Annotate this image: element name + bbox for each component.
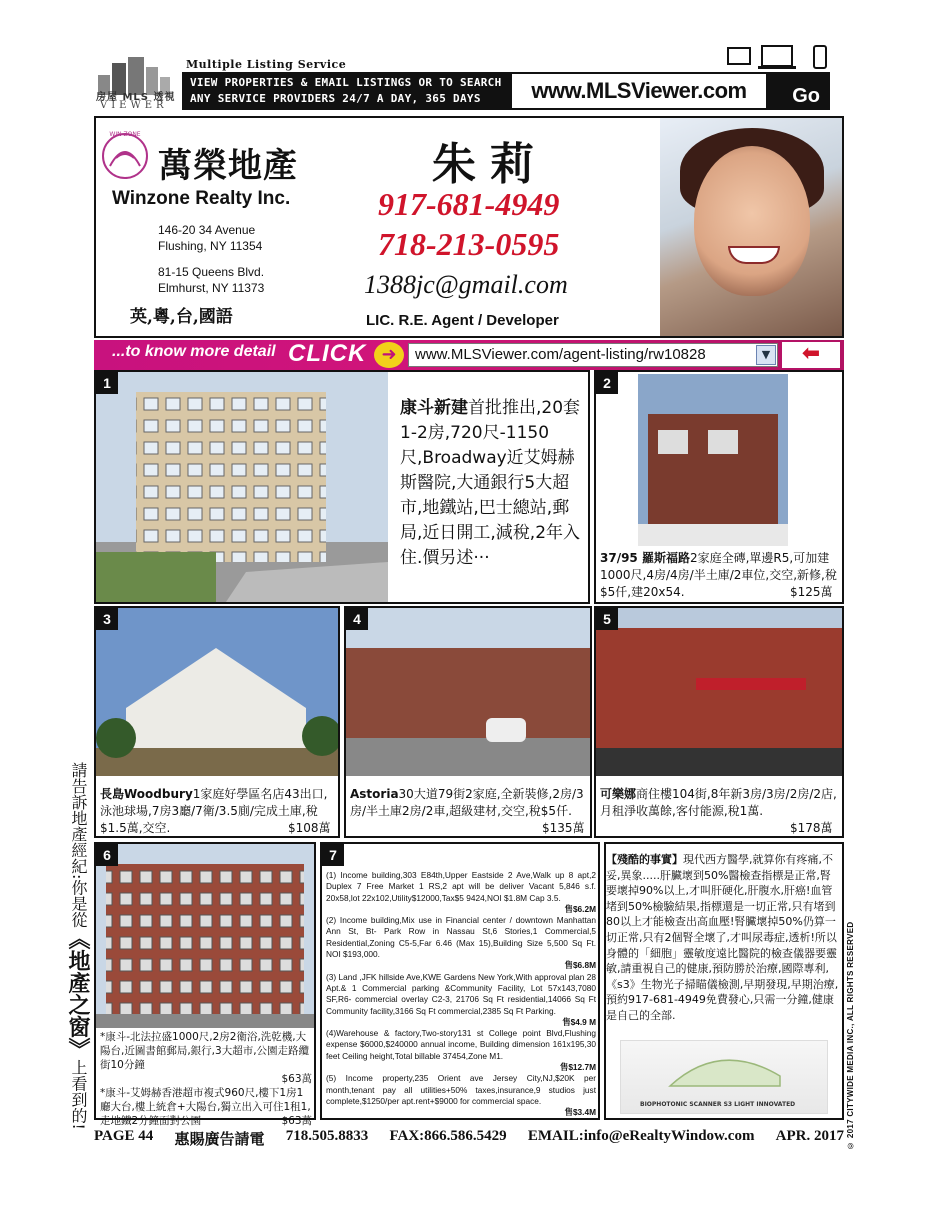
address-flushing xyxy=(158,222,262,254)
scanner-caption: BIOPHOTONIC SCANNER S3 LIGHT INNOVATED xyxy=(640,1101,796,1108)
listing-7-item xyxy=(326,1073,596,1118)
header-tagline xyxy=(182,72,510,110)
agent-license: LIC. R.E. Agent / Developer xyxy=(366,312,559,329)
devices-icon xyxy=(722,44,830,74)
item-price: 售$6.8M xyxy=(564,960,596,971)
vertical-notice xyxy=(60,762,91,1142)
click-button[interactable]: CLICK xyxy=(288,340,367,367)
footer xyxy=(94,1128,844,1149)
listing-number: 7 xyxy=(322,844,344,866)
vertical-part3: 上看到的! xyxy=(69,1059,88,1130)
footer-ad: 惠賜廣告請電 xyxy=(174,1132,265,1148)
item-text: (4)Warehouse & factory,Two-story131 st College point Blvd,Flushing expense $6000,$240000 annual income, Building dimension 161x195,30 feet Ceiling height,Total billable 37454,Zone M1. xyxy=(326,1028,596,1061)
address-line: Elmhurst, NY 11373 xyxy=(158,281,265,295)
item-price: 售$4.9 M xyxy=(562,1016,596,1027)
agent-photo-face xyxy=(694,146,810,296)
listing-3-title: 長島Woodbury xyxy=(100,787,193,801)
click-lead-text: ...to know more detail xyxy=(112,343,276,360)
item-text: (2) Income building,Mix use in Financial center / downtown Manhattan Ann St, Bt- Park Row in Nassau St,6 Stories,1 Commercial,5 Residential,Zoning C5-5,Far 6.46 (Max 15),Building Size 5,500 Sq Ft. NOI $193,000. xyxy=(326,915,596,960)
item-text: (1) Income building,303 E84th,Upper Eastside 2 Ave,Walk up 8 apt,2 Duplex 7 Free Market 1 RS,2 apt will be deliver Vacant 5,846 s.f. 20x58,lot 22x102,Utility$12000,Tax$5 9424,NOI $1.8M Cap 3.5. xyxy=(326,870,596,903)
listing-1-description xyxy=(400,396,588,571)
listing-6-photo xyxy=(96,844,314,1028)
chevron-down-icon[interactable]: ▼ xyxy=(756,345,776,365)
listing-6-price-2: $63萬 xyxy=(281,1115,312,1127)
site-link[interactable]: www.MLSViewer.com xyxy=(510,72,768,110)
listing-number: 1 xyxy=(96,372,118,394)
listing-7-description xyxy=(326,870,596,1119)
listing-number: 6 xyxy=(96,844,118,866)
address-line: 81-15 Queens Blvd. xyxy=(158,265,265,279)
tagline-line2: ANY SERVICE PROVIDERS 24/7 A DAY, 365 DAYS xyxy=(190,92,481,105)
item-price: 售$3.4M xyxy=(564,1107,596,1118)
languages: 英,粵,台,國語 xyxy=(130,307,233,327)
listing-5-price: $178萬 xyxy=(790,821,833,835)
agent-listing-url[interactable]: www.MLSViewer.com/agent-listing/rw10828 xyxy=(408,343,778,367)
copyright: © 2017 CITYWIDE MEDIA INC., ALL RIGHTS RESERVED xyxy=(846,921,855,1150)
footer-phone: 718.505.8833 xyxy=(285,1128,369,1144)
footer-date: APR. 2017 xyxy=(775,1128,844,1144)
listing-5-text: 商住樓104街,8年新3房/3房/2房/2店,月租淨收萬餘,客付能源,稅1萬. xyxy=(600,787,837,818)
winzone-logo xyxy=(100,128,150,184)
listing-4-description xyxy=(350,786,588,820)
listing-4-photo xyxy=(346,608,590,776)
listing-4-title: Astoria xyxy=(350,787,399,801)
listing-3-text: 1家庭好學區名店43出口,泳池球場,7房3廳/7衛/3.5廁/完成土庫,稅$1.5萬,交空. xyxy=(100,787,328,835)
listing-number: 3 xyxy=(96,608,118,630)
listing-5-description xyxy=(600,786,840,820)
listing-5-title: 可樂娜 xyxy=(600,787,637,801)
health-text xyxy=(606,852,840,1024)
listing-1-text: 首批推出,20套1-2房,720尺-1150尺,Broadway近艾姆赫斯醫院,大通銀行5大超市,地鐵站,巴士總站,郵局,近日開工,減稅,2年入住.價另述··· xyxy=(400,398,581,568)
item-price: 售$6.2M xyxy=(564,903,596,914)
listing-2-text: 2家庭全磚,單邊R5,可加建1000尺,4房/4房/半土庫/2車位,交空,新修,稅$5仟,建20x54. xyxy=(600,551,837,599)
mls-title: Multiple Listing Service xyxy=(186,58,347,71)
listing-1-title: 康斗新建 xyxy=(400,398,468,418)
listing-6-description xyxy=(100,1030,312,1128)
listing-5-photo xyxy=(596,608,842,776)
listing-7-item xyxy=(326,972,596,1028)
tagline-line1: VIEW PROPERTIES & EMAIL LISTINGS OR TO SEARCH xyxy=(190,76,502,89)
listing-3-photo xyxy=(96,608,338,776)
listing-number: 5 xyxy=(596,608,618,630)
listing-3-price: $108萬 xyxy=(288,821,331,835)
vertical-part2: 《地產之窗》 xyxy=(65,927,91,1060)
listing-4-text: 30大道79街2家庭,全新裝修,2房/3房/半土庫2房/2車,超級建材,交空,稅$5仟. xyxy=(350,787,584,818)
listing-number: 4 xyxy=(346,608,368,630)
item-price: 售$12.7M xyxy=(560,1062,596,1073)
footer-fax: FAX:866.586.5429 xyxy=(389,1128,507,1144)
company-cn: 萬榮地產 xyxy=(158,146,298,186)
agent-email[interactable]: 1388jc@gmail.com xyxy=(364,270,568,299)
health-heading: 【殘酷的事實】 xyxy=(606,853,683,866)
address-elmhurst xyxy=(158,264,264,296)
vertical-part1: 請告訴地產經紀:你是從 xyxy=(69,762,88,928)
listing-2-photo xyxy=(638,374,788,546)
agent-phone-1[interactable]: 917-681-4949 xyxy=(378,186,560,222)
arrow-right-icon[interactable]: ➜ xyxy=(374,342,404,368)
logo-label: WIN ZONE xyxy=(109,131,141,138)
listing-7-item xyxy=(326,915,596,971)
item-text: (5) Income property,235 Orient ave Jersey City,NJ,$20K per month,tenant pay all utilities+50% taxes,insurance,9 studios just complete,$1250/per apt.rent+$9000 for commercial space. xyxy=(326,1073,596,1106)
listing-6-price-1: $63萬 xyxy=(281,1073,312,1085)
listing-6-item-1: *康斗-北法拉盛1000尺,2房2衛浴,洗乾機,大陽台,近圖書館郵局,銀行,3大超市,公園走路纜街10分鐘 xyxy=(100,1031,310,1071)
page-number: PAGE 44 xyxy=(94,1128,154,1144)
back-arrow-icon[interactable]: ⬅ xyxy=(782,342,840,368)
address-line: Flushing, NY 11354 xyxy=(158,239,263,253)
listing-6-item-2: *康斗-艾姆赫香港超市複式960尺,樓下1房1廳大台,樓上統倉+大陽台,獨立出入可住1租1,走地鐵2分鐘面對公園 xyxy=(100,1087,311,1127)
listing-1-photo xyxy=(96,372,388,602)
listing-2-price: $125萬 xyxy=(790,585,833,599)
footer-email[interactable]: EMAIL:info@eRealtyWindow.com xyxy=(527,1128,755,1144)
listing-7-item xyxy=(326,870,596,915)
go-button[interactable]: Go xyxy=(768,72,830,110)
agent-name: 朱莉 xyxy=(432,139,548,190)
logo-text: 房屋 MLS 透視 xyxy=(96,92,176,103)
item-text: (3) Land ,JFK hillside Ave,KWE Gardens New York,With approval plan 28 Apt.& 1 Commercial parking &Community Facility, Lot 57x143,7080 SF,R6- commercial overlay C2-3, 21706 Sq Ft residential,14066 Sq Ft Community facility,3166 Sq Ft commercial,2385 Sq Ft Parking. xyxy=(326,971,596,1016)
health-body: 現代西方醫學,就算你有疼痛,不妥,異象.....肝臟壞到50%醫檢查指標是正常,腎要壞掉90%以上,才叫肝硬化,肝腹水,肝癌!血管堵到50%檢驗結果,指標還是一切正常,只有堵到80以上才能檢查出高血壓!腎臟壞掉50%仍算一切正常,只有2個腎全壞了,才叫尿毒症,透析!所以身體的「細胞」靈敏度遠比醫院的檢查儀器要靈敏,請重視自己的健康,預防勝於治療,國際專利,《s3》生物光子掃瞄儀檢測,早期發現,早期治療,預約917-681-4949免費發心,只需一分鐘,健康是自己的全部. xyxy=(606,853,839,1022)
logo-viewer: VIEWER xyxy=(100,100,168,111)
scanner-device-icon xyxy=(660,1046,790,1096)
company-en: Winzone Realty Inc. xyxy=(112,188,291,209)
listing-4-price: $135萬 xyxy=(542,821,585,835)
listing-number: 2 xyxy=(596,372,618,394)
address-line: 146-20 34 Avenue xyxy=(158,223,256,237)
listing-7-item xyxy=(326,1028,596,1073)
listing-2-title: 37/95 羅斯福路 xyxy=(600,551,690,565)
agent-phone-2[interactable]: 718-213-0595 xyxy=(378,226,560,262)
